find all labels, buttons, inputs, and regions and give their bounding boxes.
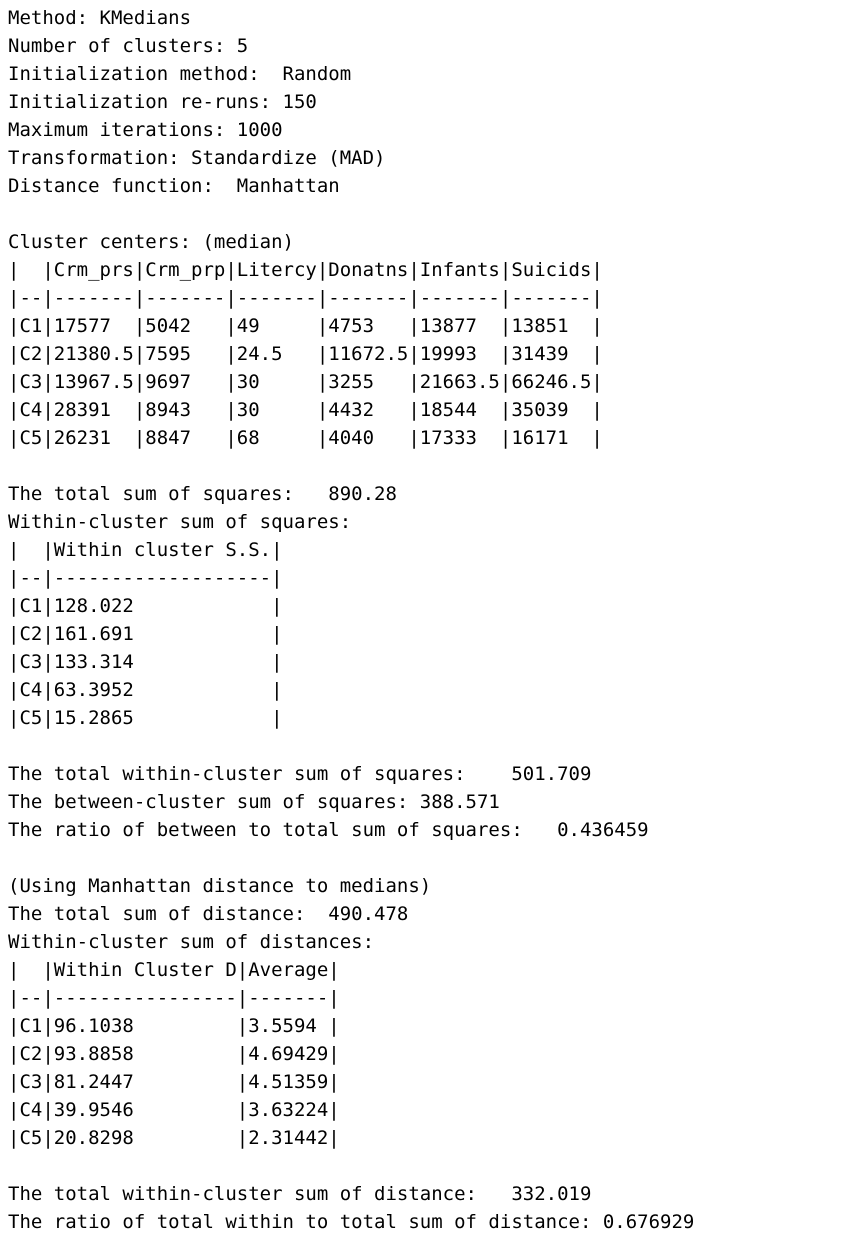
blank-line [8, 732, 694, 760]
init-reruns-line: Initialization re-runs: 150 [8, 91, 317, 113]
method-line: Method: KMedians [8, 7, 192, 29]
blank-line [8, 452, 694, 480]
centers-table-row: |C2|21380.5|7595 |24.5 |11672.5|19993 |31439 | [8, 343, 603, 365]
within-ss-heading: Within-cluster sum of squares: [8, 511, 352, 533]
distances-table-row: |C3|81.2447 |4.51359| [8, 1071, 340, 1093]
centers-table-separator: |--|-------|-------|-------|-------|-------|-------| [8, 287, 603, 309]
init-method-line: Initialization method: Random [8, 63, 352, 85]
within-ss-table-row: |C4|63.3952 | [8, 679, 283, 701]
kmedians-report [8, 4, 694, 1236]
within-ss-table-row: |C2|161.691 | [8, 623, 283, 645]
distances-table-row: |C5|20.8298 |2.31442| [8, 1127, 340, 1149]
within-ss-table-row: |C3|133.314 | [8, 651, 283, 673]
distance-ratio-line: The ratio of total within to total sum of distance: 0.676929 [8, 1211, 695, 1233]
centers-table-row: |C4|28391 |8943 |30 |4432 |18544 |35039 | [8, 399, 603, 421]
between-ss-line: The between-cluster sum of squares: 388.571 [8, 791, 500, 813]
total-within-distance-line: The total within-cluster sum of distance: 332.019 [8, 1183, 592, 1205]
within-distances-heading: Within-cluster sum of distances: [8, 931, 375, 953]
distances-table-header: | |Within Cluster D|Average| [8, 959, 340, 981]
distance-function-line: Distance function: Manhattan [8, 175, 340, 197]
transformation-line: Transformation: Standardize (MAD) [8, 147, 386, 169]
manhattan-note: (Using Manhattan distance to medians) [8, 875, 432, 897]
distances-table-row: |C1|96.1038 |3.5594 | [8, 1015, 340, 1037]
within-ss-table-row: |C5|15.2865 | [8, 707, 283, 729]
distances-table-row: |C4|39.9546 |3.63224| [8, 1099, 340, 1121]
blank-line [8, 844, 694, 872]
within-ss-table-row: |C1|128.022 | [8, 595, 283, 617]
blank-line [8, 200, 694, 228]
centers-heading: Cluster centers: (median) [8, 231, 294, 253]
within-ss-table-separator: |--|-------------------| [8, 567, 283, 589]
centers-table-row: |C3|13967.5|9697 |30 |3255 |21663.5|66246.5| [8, 371, 603, 393]
within-ss-table-header: | |Within cluster S.S.| [8, 539, 283, 561]
centers-table-row: |C5|26231 |8847 |68 |4040 |17333 |16171 | [8, 427, 603, 449]
max-iterations-line: Maximum iterations: 1000 [8, 119, 283, 141]
between-ratio-line: The ratio of between to total sum of squares: 0.436459 [8, 819, 649, 841]
clusters-count-line: Number of clusters: 5 [8, 35, 249, 57]
blank-line [8, 1152, 694, 1180]
total-within-ss-line: The total within-cluster sum of squares: 501.709 [8, 763, 592, 785]
distances-table-separator: |--|----------------|-------| [8, 987, 340, 1009]
total-ss-line: The total sum of squares: 890.28 [8, 483, 397, 505]
centers-table-header: | |Crm_prs|Crm_prp|Litercy|Donatns|Infants|Suicids| [8, 259, 603, 281]
total-distance-line: The total sum of distance: 490.478 [8, 903, 409, 925]
distances-table-row: |C2|93.8858 |4.69429| [8, 1043, 340, 1065]
centers-table-row: |C1|17577 |5042 |49 |4753 |13877 |13851 | [8, 315, 603, 337]
